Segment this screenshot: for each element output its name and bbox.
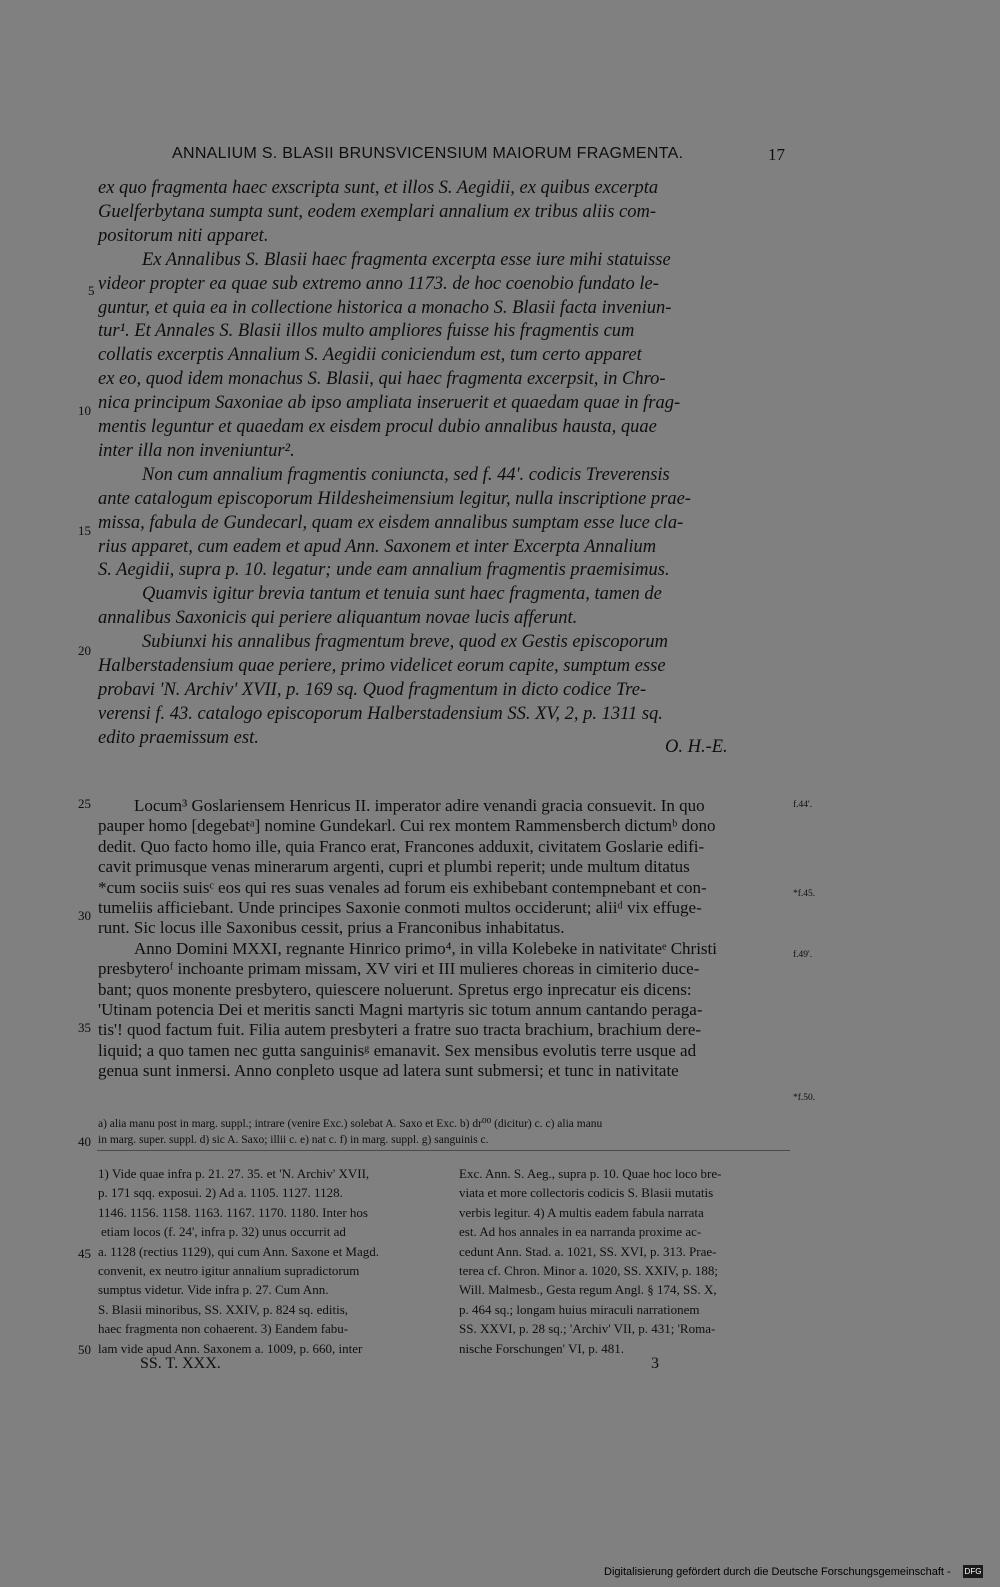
line-number: 40 — [78, 1134, 91, 1149]
folio-margin-note: *f.50. — [793, 1093, 816, 1103]
text-line: Anno Domini MXXI, regnante Hinrico primo⁴, in villa Kolebeke in nativitateᵉ Christi — [134, 938, 717, 958]
preface-line: probavi 'N. Archiv' XVII, p. 169 sq. Quod fragmentum in dicto codice Tre- — [98, 679, 647, 700]
preface-line: Non cum annalium fragmentis coniuncta, sed f. 44'. codicis Treverensis — [142, 464, 670, 485]
preface-line: missa, fabula de Gundecarl, quam ex eisdem annalibus sumptam esse luce cla- — [98, 512, 684, 533]
folio-margin-note: f.44'. — [793, 800, 813, 810]
preface-line: edito praemissum est. — [98, 727, 259, 748]
preface-line: Halberstadensium quae periere, primo videlicet eorum capite, sumptum esse — [98, 656, 666, 676]
signature-mark: SS. T. XXX. — [140, 1355, 221, 1372]
footnote-line: p. 171 sqq. exposui. 2) Ad a. 1105. 1127. 1128. — [98, 1185, 343, 1201]
text-line: cavit primusque venas minerarum argenti, cupri et plumbi reperit; unde multum ditatus — [98, 857, 690, 877]
line-number: 5 — [88, 283, 95, 298]
preface-line: nica principum Saxoniae ab ipso ampliata inseruerit et quaedam quae in frag- — [98, 393, 681, 414]
preface-line: ex quo fragmenta haec exscripta sunt, et illos S. Aegidii, ex quibus excerpta — [98, 178, 659, 198]
text-line: presbyteroᶠ inchoante primam missam, XV viri et III mulieres choreas in cimiterio duce- — [98, 959, 700, 979]
footnote-line: viata et more collectoris codicis S. Blasii mutatis — [459, 1185, 714, 1201]
footnote-line: SS. XXVI, p. 28 sq.; 'Archiv' VII, p. 431; 'Roma- — [459, 1321, 716, 1337]
footnote-line: p. 464 sq.; longam huius miraculi narrationem — [459, 1301, 700, 1317]
text-line: runt. Sic locus ille Saxonibus cessit, prius a Franconibus inhabitatus. — [98, 918, 565, 938]
preface-line: Subiunxi his annalibus fragmentum breve, quod ex Gestis episcoporum — [142, 632, 668, 653]
preface-line: Guelferbytana sumpta sunt, eodem exemplari annalium ex tribus aliis com- — [98, 201, 656, 222]
preface-line: ante catalogum episcoporum Hildesheimensium legitur, nulla inscriptione prae- — [98, 488, 691, 509]
line-number: 10 — [78, 403, 91, 418]
preface-line: S. Aegidii, supra p. 10. legatur; unde eam annalium fragmentis praemisimus. — [98, 560, 670, 581]
text-line: Locum³ Goslariensem Henricus II. imperator adire venandi gracia consuevit. In quo — [134, 796, 705, 815]
footnote-line: cedunt Ann. Stad. a. 1021, SS. XVI, p. 313. Prae- — [459, 1243, 717, 1259]
footnote-line: 1) Vide quae infra p. 21. 27. 35. et 'N. Archiv' XVII, — [98, 1166, 370, 1181]
text-line: pauper homo [degebatᵃ] nomine Gundekarl. Cui rex montem Rammensberch dictumᵇ dono — [98, 816, 716, 836]
footnote-line: verbis legitur. 4) A multis eadem fabula narrata — [459, 1204, 704, 1220]
text-line: dedit. Quo facto homo ille, quia Franco erat, Francones adduxit, civitatem Goslarie edifi- — [98, 836, 705, 856]
line-number: 30 — [78, 908, 91, 923]
running-title: ANNALIUM S. BLASII BRUNSVICENSIUM MAIORUM FRAGMENTA. — [172, 145, 684, 162]
preface-line: collatis excerptis Annalium S. Aegidii coniciendum est, tum certo apparet — [98, 345, 642, 366]
text-line: *cum sociis suisᶜ eos qui res suas venales ad forum eis exhibebant contempnebant et con- — [98, 877, 707, 897]
preface-line: positorum niti apparet. — [98, 225, 269, 246]
preface-line: tur¹. Et Annales S. Blasii illos multo ampliores fuisse his fragmentis cum — [98, 321, 635, 342]
line-number: 25 — [78, 796, 91, 811]
dfg-logo-icon: DFG — [964, 1567, 982, 1576]
footnote-line: est. Ad hos annales in ea narranda proxime ac- — [459, 1224, 702, 1240]
text-line: tis'! quod factum fuit. Filia autem presbyteri a fratre suo tracta brachium, brachium dere- — [98, 1020, 702, 1040]
footnote-line: haec fragmenta non cohaerent. 3) Eandem fabu- — [98, 1321, 349, 1337]
footnote-line: Will. Malmesb., Gesta regum Angl. § 174, SS. X, — [459, 1282, 717, 1298]
footnote-line: Exc. Ann. S. Aeg., supra p. 10. Quae hoc loco bre- — [459, 1166, 722, 1181]
line-number: 45 — [78, 1246, 91, 1261]
preface-line: videor propter ea quae sub extremo anno 1173. de hoc coenobio fundato le- — [98, 273, 659, 294]
footnote-line: lam vide apud Ann. Saxonem a. 1009, p. 660, inter — [98, 1340, 363, 1356]
preface-line: inter illa non inveniuntur². — [98, 440, 295, 461]
text-line: bant; quos monente presbytero, quiescere noluerunt. Spretus ergo inprecatur eis dicens: — [98, 979, 692, 999]
line-number: 35 — [78, 1020, 91, 1035]
text-line: liquid; a quo tamen nec gutta sanguinisᵍ emanavit. Sex mensibus evolutis terre usque ad — [98, 1040, 697, 1060]
folio-margin-note: *f.45. — [793, 889, 816, 899]
folio-margin-note: f.49'. — [793, 950, 813, 960]
signature: O. H.-E. — [665, 737, 728, 757]
preface-line: verensi f. 43. catalogo episcoporum Halberstadensium SS. XV, 2, p. 1311 sq. — [98, 703, 663, 724]
gathering-number: 3 — [651, 1355, 659, 1372]
preface-line: Quamvis igitur brevia tantum et tenuia sunt haec fragmenta, tamen de — [142, 584, 662, 605]
line-number: 50 — [78, 1342, 91, 1357]
dfg-credit: Digitalisierung gefördert durch die Deutsche Forschungsgemeinschaft - — [604, 1566, 951, 1578]
apparatus-line: a) alia manu post in marg. suppl.; intrare (venire Exc.) solebat A. Saxo et Exc. b) dr⁰⁰ (dicitur) c. c) alia manu — [98, 1118, 603, 1130]
preface-line: annalibus Saxonicis qui periere aliquantum novae lucis afferunt. — [98, 608, 578, 629]
footnote-line: etiam locos (f. 24', infra p. 32) unus occurrit ad — [101, 1224, 346, 1240]
preface-line: Ex Annalibus S. Blasii haec fragmenta excerpta esse iure mihi statuisse — [142, 249, 671, 270]
text-line: 'Utinam potencia Dei et meritis sancti Magni martyris sic totum annum cantando peraga- — [98, 1000, 703, 1019]
text-line: genua sunt inmersi. Anno conpleto usque ad latera sunt submersi; et tunc in nativitate — [98, 1061, 679, 1081]
line-number: 15 — [78, 523, 91, 538]
preface-line: mentis leguntur et quaedam ex eisdem procul dubio annalibus hausta, quae — [98, 417, 657, 437]
line-number: 20 — [78, 643, 91, 658]
apparatus-line: in marg. super. suppl. d) sic A. Saxo; illii c. e) nat c. f) in marg. suppl. g) sanguinis c. — [98, 1133, 489, 1146]
footnote-line: a. 1128 (rectius 1129), qui cum Ann. Saxone et Magd. — [98, 1243, 380, 1259]
preface-line: ex eo, quod idem monachus S. Blasii, qui haec fragmenta excerpsit, in Chro- — [98, 369, 666, 390]
footnote-line: nische Forschungen' VI, p. 481. — [459, 1340, 624, 1356]
preface-line: guntur, et quia ea in collectione historica a monacho S. Blasii facta inveniun- — [98, 297, 672, 318]
text-line: tumeliis afficiebant. Unde principes Saxonie conmoti multos occiderunt; aliiᵈ vix effuge- — [98, 898, 702, 917]
page-number: 17 — [768, 145, 785, 164]
footnote-line: 1146. 1156. 1158. 1163. 1167. 1170. 1180. Inter hos — [98, 1204, 368, 1220]
footnote-divider — [97, 1150, 790, 1151]
footnote-line: terea cf. Chron. Minor a. 1020, SS. XXIV, p. 188; — [459, 1263, 719, 1278]
footnote-line: convenit, ex neutro igitur annalium supradictorum — [98, 1263, 360, 1278]
footnote-line: S. Blasii minoribus, SS. XXIV, p. 824 sq. editis, — [98, 1301, 349, 1317]
preface-line: rius apparet, cum eadem et apud Ann. Saxonem et inter Excerpta Annalium — [98, 536, 657, 557]
footnote-line: sumptus videtur. Vide infra p. 27. Cum Ann. — [98, 1282, 329, 1298]
